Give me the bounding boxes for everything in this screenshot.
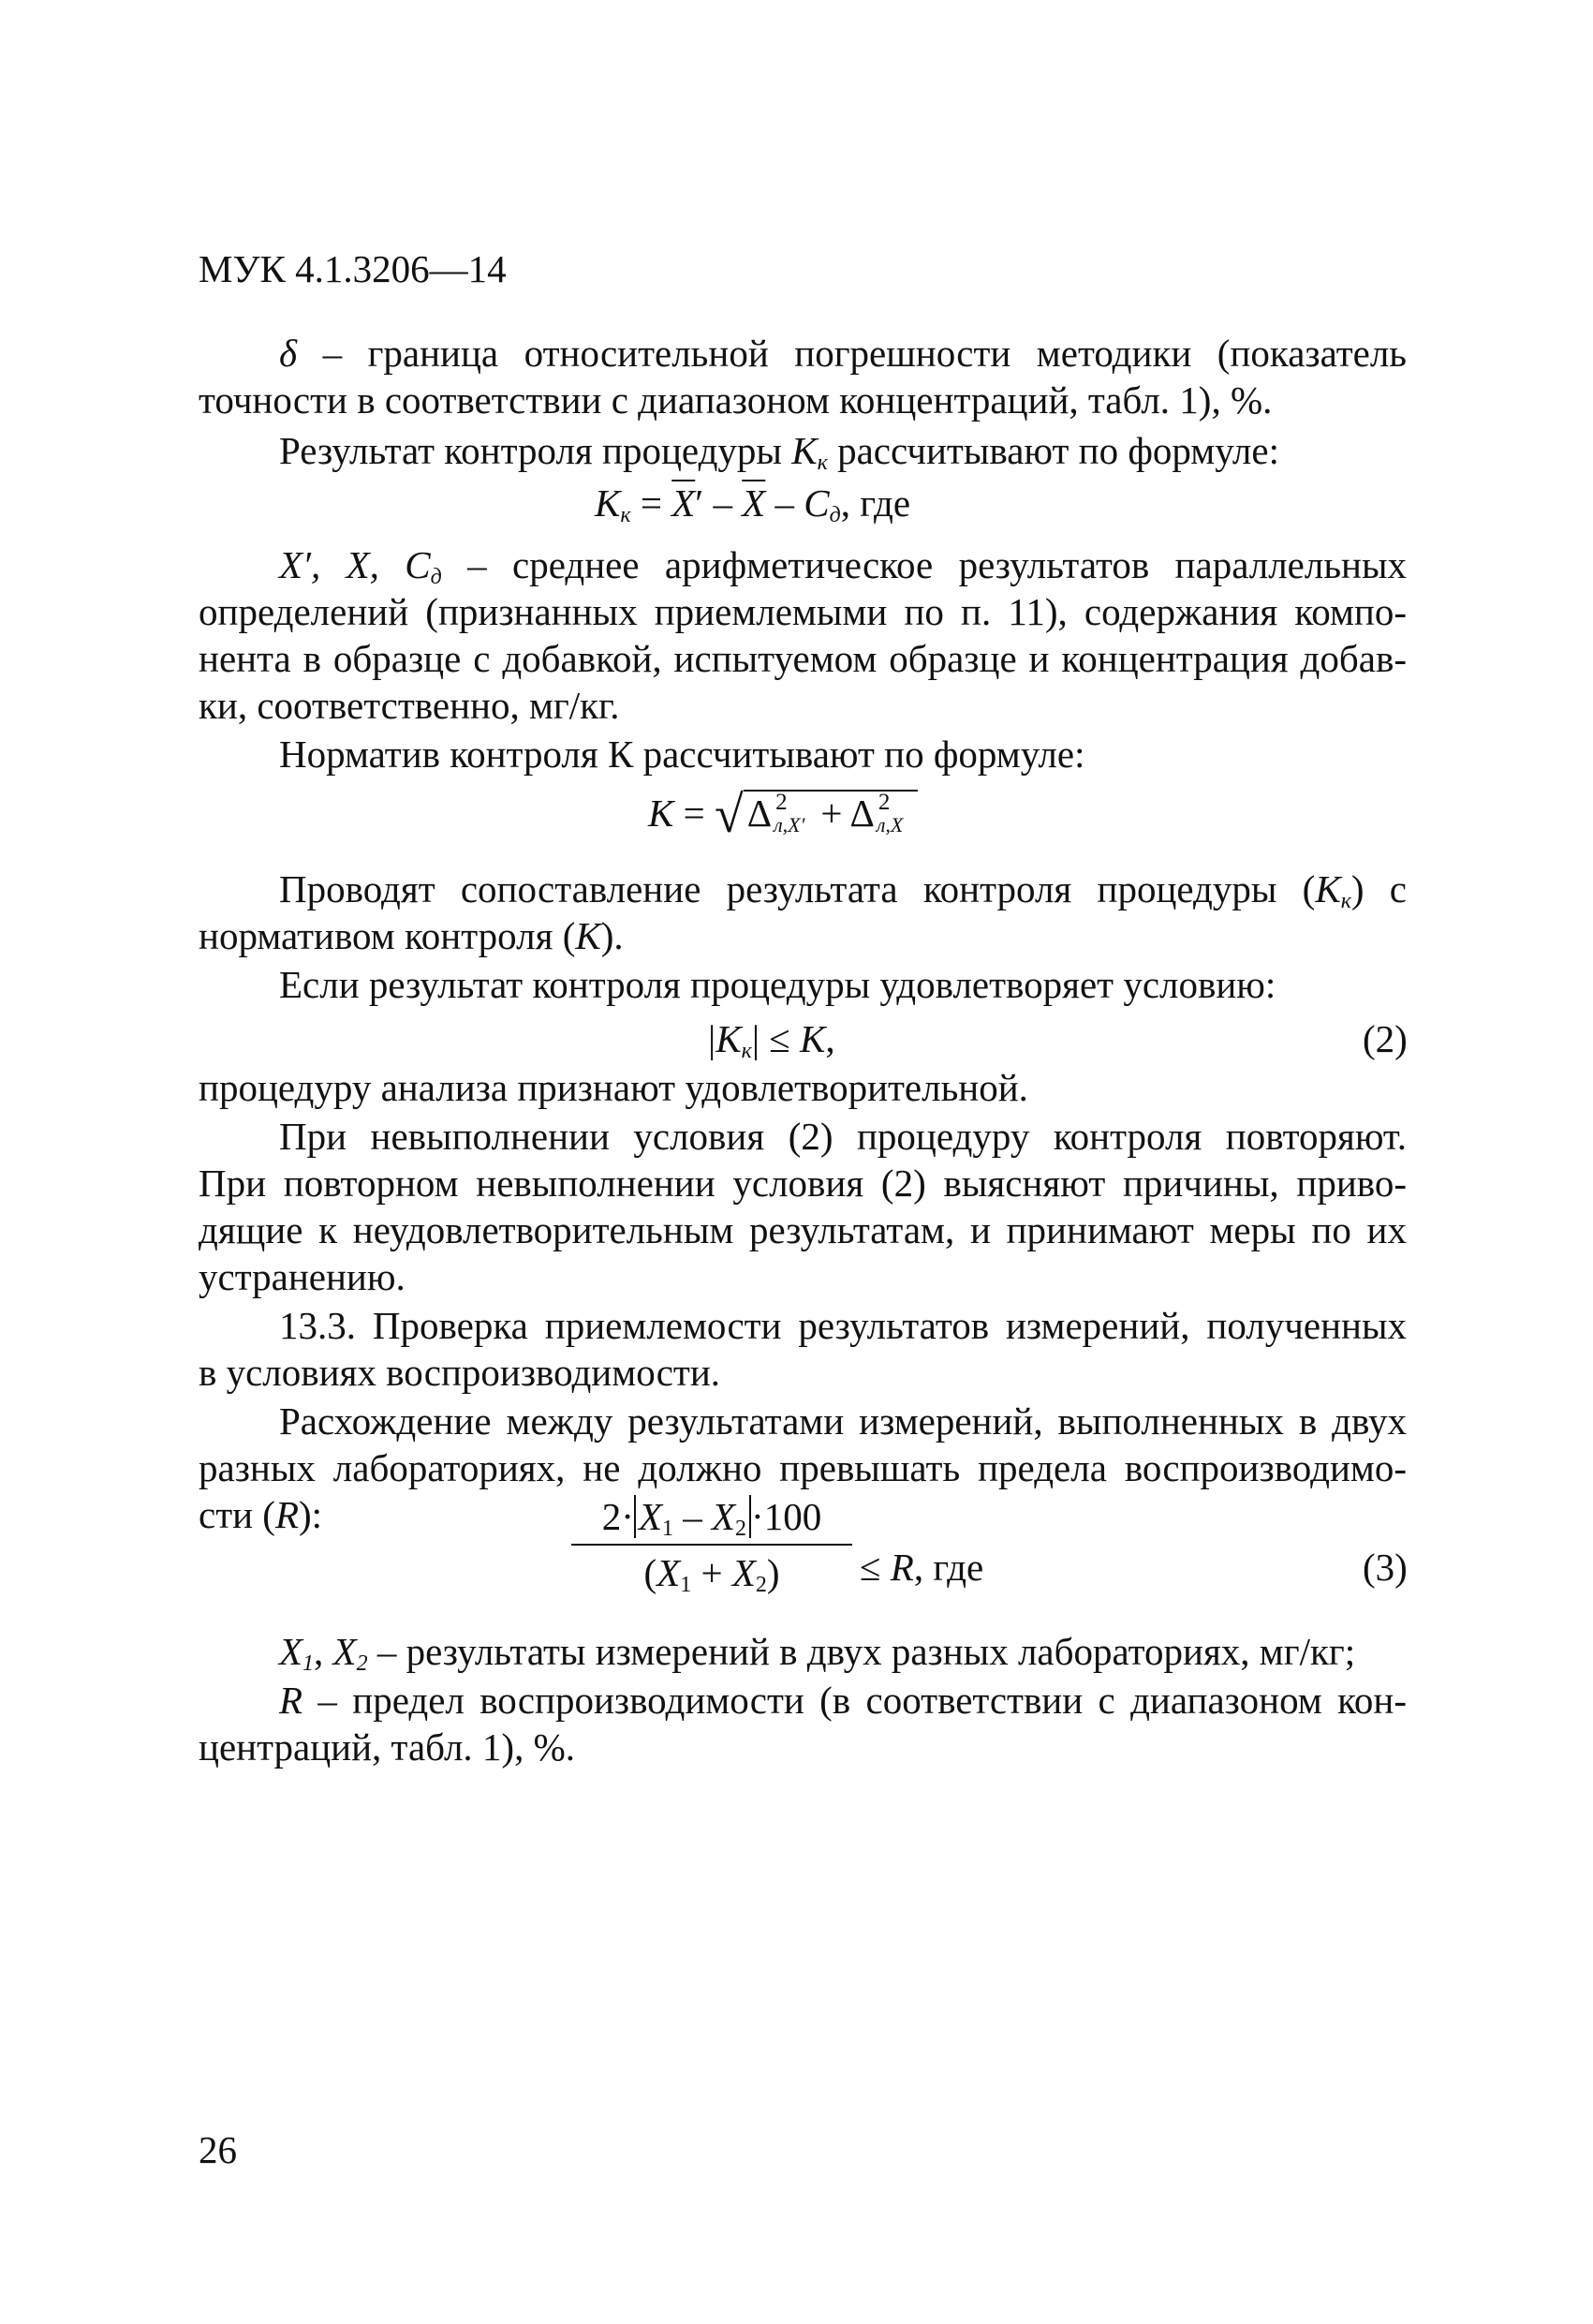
kk-intro-paragraph: Результат контроля процедуры $K_к$ рассчитывают по формуле: bbox=[279, 429, 1279, 475]
delta-definition-line-2: точности в соответствии с диапазоном концентраций, табл. 1), %. bbox=[199, 378, 1273, 422]
delta-symbol: δ bbox=[279, 332, 298, 375]
fraction-bar bbox=[571, 1544, 852, 1546]
formula-reproducibility-rhs: ≤ R, где bbox=[860, 1546, 984, 1589]
fraction-numerator: $2\cdot X_1 - X_2 \cdot 100$ bbox=[601, 1495, 822, 1541]
variables-definition-line-1: X′, X, $C_д$ – среднее арифметическое результатов параллельных bbox=[279, 543, 1408, 589]
reproducibility-line-3: сти (R): bbox=[199, 1493, 323, 1536]
r-definition-line-1: R – предел воспроизводимости (в соответствии с диапазоном кон- bbox=[279, 1679, 1408, 1722]
repeat-line-3: дящие к неудовлетворительным результатам, и принимают меры по их bbox=[199, 1208, 1407, 1251]
equation-number-3: (3) bbox=[1363, 1546, 1408, 1589]
variables-definition-line-2: определений (признанных приемлемыми по п. 11), содержания компо- bbox=[199, 590, 1407, 633]
fraction-denominator: $(X_1 + X_2)$ bbox=[643, 1551, 780, 1597]
radicand: Δ 2 л,X′ + Δ 2 л,X bbox=[744, 790, 918, 835]
condition-intro: Если результат контроля процедуры удовлетворяет условию: bbox=[279, 963, 1276, 1006]
formula-condition: $|K_к| \le K$, bbox=[708, 1017, 835, 1063]
comparison-line-2: нормативом контроля (K). bbox=[199, 914, 624, 957]
repeat-line-2: При повторном невыполнении условия (2) выясняют причины, приво- bbox=[199, 1162, 1407, 1205]
document-header: МУК 4.1.3206—14 bbox=[199, 247, 507, 290]
section-13-3-line-1: 13.3. Проверка приемлемости результатов измерений, полученных bbox=[279, 1304, 1407, 1347]
result-acceptable-line: процедуру анализа признают удовлетворительной. bbox=[199, 1066, 1028, 1109]
variables-definition-line-4: ки, соответственно, мг/кг. bbox=[199, 684, 620, 727]
x1-x2-definition: $X_1$, $X_2$ – результаты измерений в двух разных лабораториях, мг/кг; bbox=[279, 1630, 1356, 1676]
formula-kk: $K_к = \overline{X}' - \overline{X} - C_д$, где bbox=[595, 481, 911, 527]
formula-k-norm: K = √Δ 2 л,X′ + Δ 2 л,X bbox=[648, 789, 918, 838]
r-definition-line-2: центраций, табл. 1), %. bbox=[199, 1725, 575, 1769]
k-norm-intro: Норматив контроля К рассчитывают по формуле: bbox=[279, 733, 1085, 776]
reproducibility-line-2: разных лабораториях, не должно превышать предела воспроизводимо- bbox=[199, 1446, 1407, 1489]
equation-number-2: (2) bbox=[1363, 1017, 1408, 1060]
delta-definition-line-1: δ – граница относительной погрешности методики (показатель bbox=[279, 332, 1408, 375]
repeat-line-4: устранению. bbox=[199, 1255, 406, 1298]
section-13-3-line-2: в условиях воспроизводимости. bbox=[199, 1351, 721, 1394]
formula-reproducibility-fraction bbox=[571, 1493, 852, 1596]
page-number: 26 bbox=[199, 2128, 237, 2171]
repeat-line-1: При невыполнении условия (2) процедуру контроля повторяют. bbox=[279, 1115, 1407, 1158]
sqrt-sign: √ bbox=[714, 786, 744, 844]
variables-definition-line-3: нента в образце с добавкой, испытуемом образце и концентрация добав- bbox=[199, 637, 1407, 680]
reproducibility-line-1: Расхождение между результатами измерений, выполненных в двух bbox=[279, 1399, 1407, 1443]
comparison-line-1: Проводят сопоставление результата контроля процедуры $(K_к)$ с bbox=[279, 867, 1407, 913]
